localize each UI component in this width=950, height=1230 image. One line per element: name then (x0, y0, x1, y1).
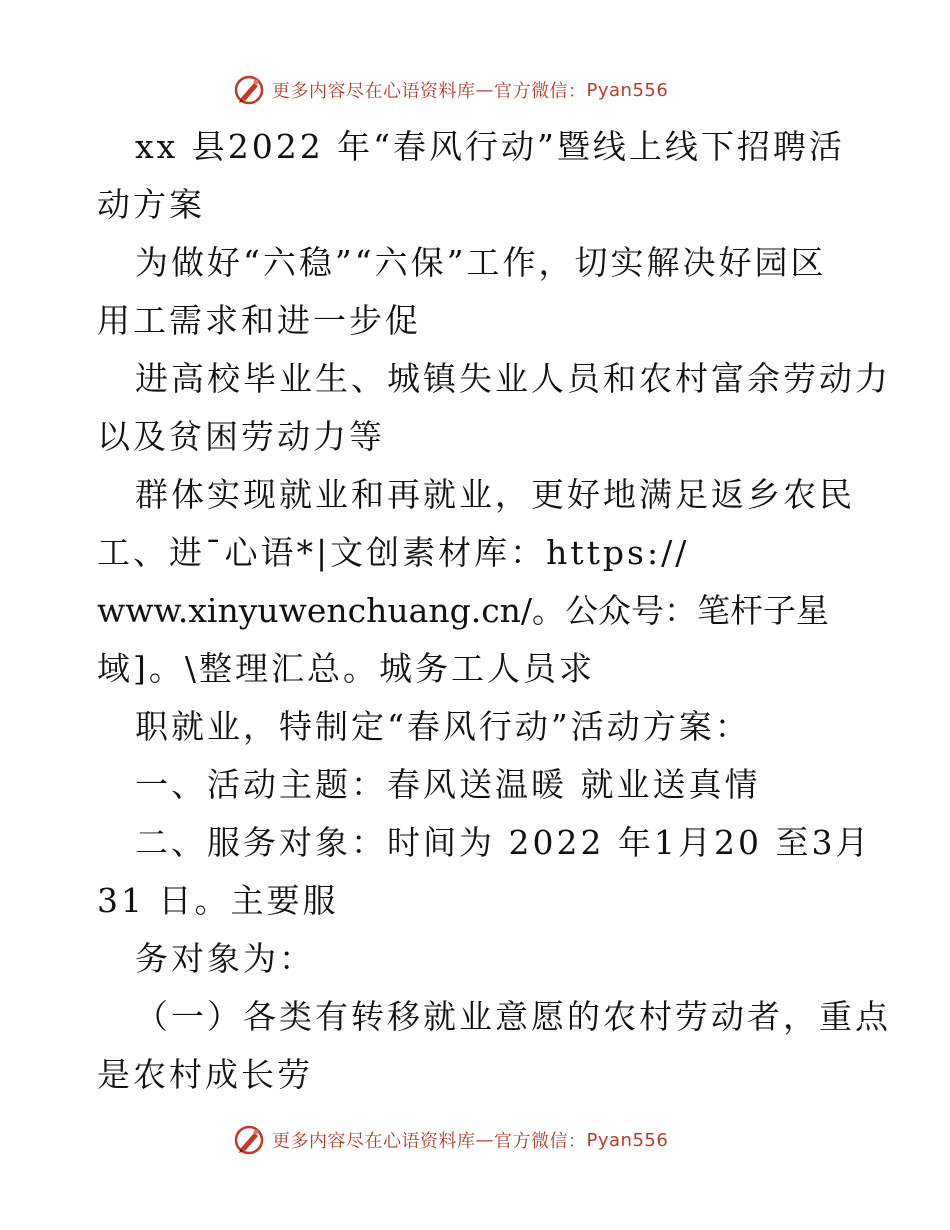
paragraph-line: www.xinyuwenchuang.cn/。公众号：笔杆子星 (97, 591, 830, 630)
header-dash: — (475, 79, 494, 101)
paragraph-line: 务对象为： (135, 939, 315, 978)
header-site-text: 更多内容尽在心语资料库 (272, 81, 476, 102)
paragraph-line: 31 日。主要服 (97, 881, 339, 920)
footer-wechat-id: Pyan556 (586, 1129, 669, 1151)
paragraph-line: 进高校毕业生、城镇失业人员和农村富余劳动力 (135, 359, 891, 398)
header-wechat-id: Pyan556 (586, 79, 669, 101)
paragraph-line: 用工需求和进一步促 (97, 301, 421, 340)
footer-banner[interactable] (232, 1123, 752, 1157)
paragraph-line: 职就业，特制定“春风行动”活动方案： (135, 707, 751, 746)
list-item: 是农村成长劳 (97, 1055, 313, 1094)
list-item: （一）各类有转移就业意愿的农村劳动者，重点 (135, 997, 891, 1036)
footer-dash: — (475, 1129, 494, 1151)
footer-wechat-label: 官方微信： (494, 1131, 587, 1152)
pen-logo-icon (232, 1123, 266, 1157)
paragraph-line: 以及贫困劳动力等 (97, 417, 385, 456)
paragraph-line: 群体实现就业和再就业，更好地满足返乡农民 (135, 475, 855, 514)
header-wechat-label: 官方微信： (494, 81, 587, 102)
paragraph-line: 工、进¯心语*|文创素材库：https:// (97, 533, 690, 572)
section-heading: 一、活动主题：春风送温暖 就业送真情 (135, 765, 761, 804)
title-line-1: xx 县2022 年“春风行动”暨线上线下招聘活 (135, 127, 845, 166)
paragraph-line: 为做好“六稳”“六保”工作，切实解决好园区 (135, 243, 827, 282)
paragraph-line: 域]。\整理汇总。城务工人员求 (97, 649, 595, 688)
title-line-2: 动方案 (97, 185, 205, 224)
footer-site-text: 更多内容尽在心语资料库 (272, 1131, 476, 1152)
section-heading: 二、服务对象：时间为 2022 年1月20 至3月 (135, 823, 872, 862)
